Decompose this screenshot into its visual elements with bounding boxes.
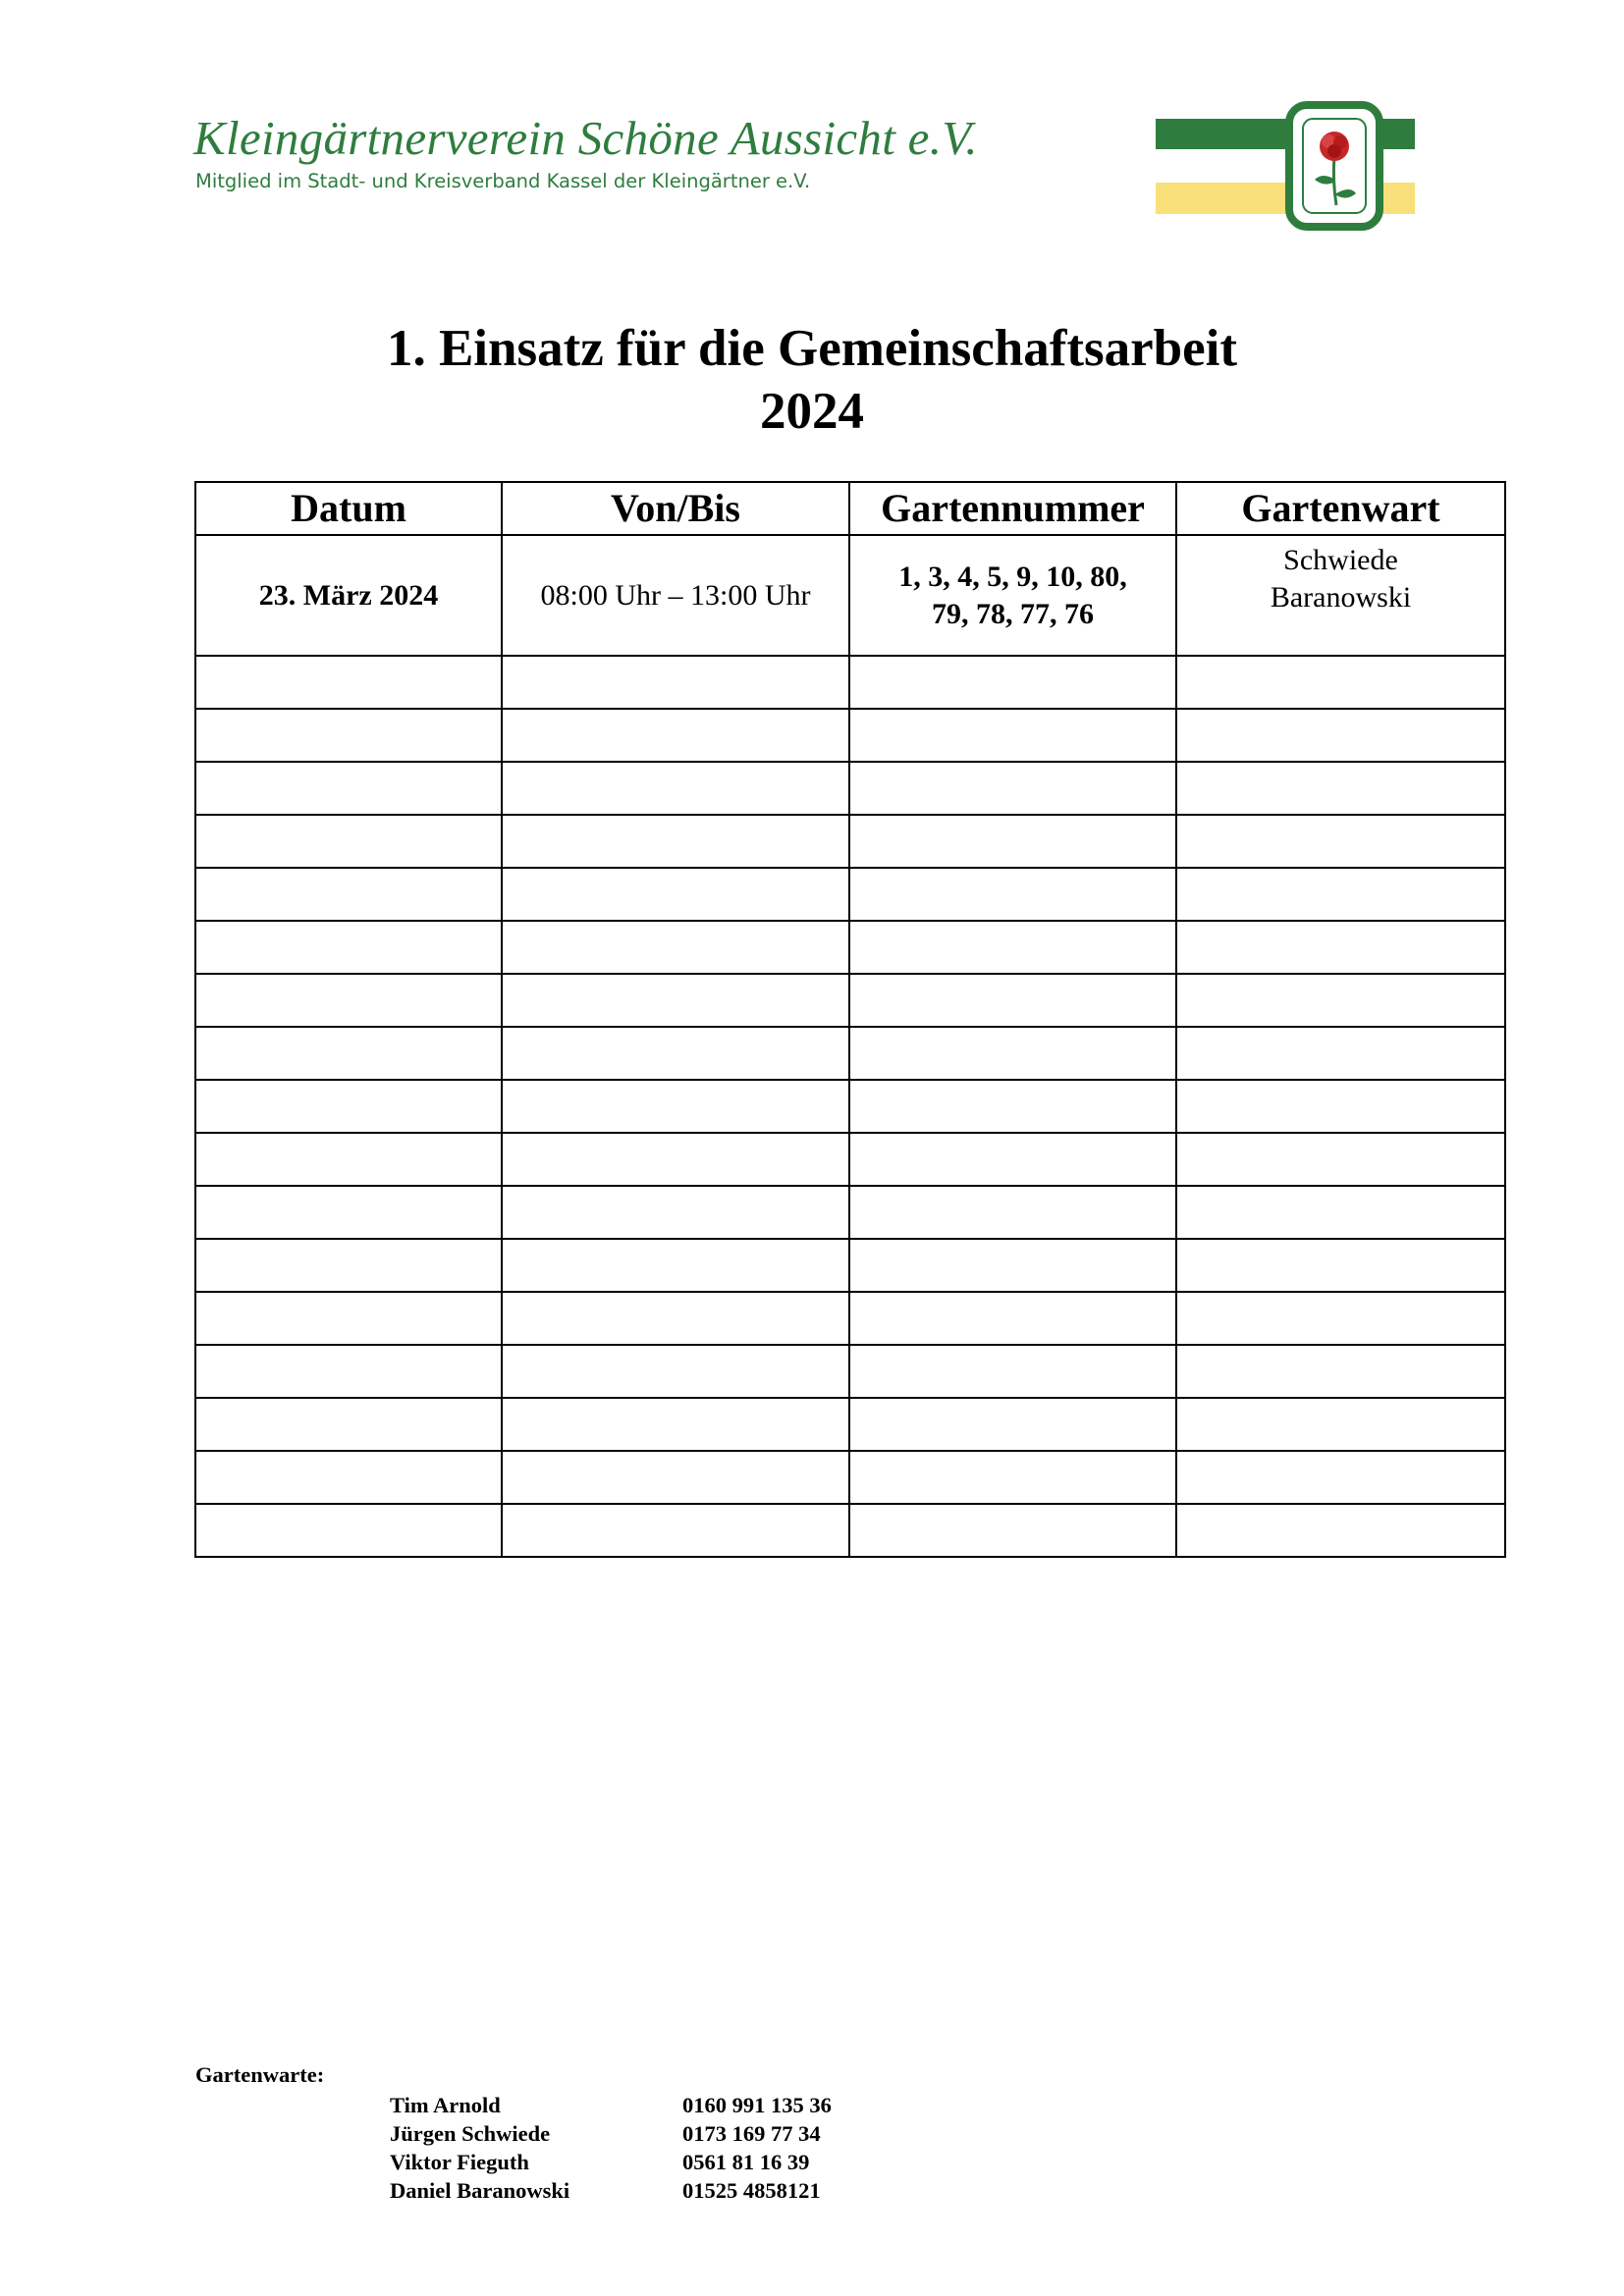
empty-cell xyxy=(195,815,502,868)
empty-cell xyxy=(1176,921,1505,974)
warden-name: Viktor Fieguth xyxy=(390,2150,529,2174)
empty-cell xyxy=(502,1133,849,1186)
empty-cell xyxy=(849,974,1176,1027)
empty-cell xyxy=(849,868,1176,921)
empty-cell xyxy=(849,1080,1176,1133)
empty-cell xyxy=(849,1451,1176,1504)
empty-cell xyxy=(502,815,849,868)
empty-cell xyxy=(502,1239,849,1292)
club-logo xyxy=(1156,101,1415,231)
empty-cell xyxy=(849,1292,1176,1345)
gardens-line-2: 79, 78, 77, 76 xyxy=(932,597,1094,630)
empty-cell xyxy=(849,1133,1176,1186)
header-datum: Datum xyxy=(195,482,502,535)
empty-cell xyxy=(849,815,1176,868)
table-row xyxy=(195,1080,1505,1133)
empty-cell xyxy=(502,1345,849,1398)
warden-name: Daniel Baranowski xyxy=(390,2178,570,2203)
table-row xyxy=(195,1345,1505,1398)
table-row xyxy=(195,1186,1505,1239)
empty-cell xyxy=(849,1239,1176,1292)
empty-cell xyxy=(502,868,849,921)
table-row xyxy=(195,1451,1505,1504)
empty-cell xyxy=(502,1292,849,1345)
empty-cell xyxy=(195,1186,502,1239)
wardens-label: Gartenwarte: xyxy=(195,2062,325,2087)
table-row xyxy=(195,868,1505,921)
cell-warden xyxy=(1176,535,1505,656)
table-row xyxy=(195,1504,1505,1557)
empty-cell xyxy=(1176,1292,1505,1345)
cell-time: 08:00 Uhr – 13:00 Uhr xyxy=(502,535,849,656)
header-gartennummer: Gartennummer xyxy=(849,482,1176,535)
title-line-2: 2024 xyxy=(760,383,864,440)
table-row xyxy=(195,1027,1505,1080)
empty-cell xyxy=(1176,1027,1505,1080)
table-row xyxy=(195,1133,1505,1186)
empty-cell xyxy=(1176,762,1505,815)
empty-cell xyxy=(849,656,1176,709)
empty-cell xyxy=(195,762,502,815)
empty-cell xyxy=(195,1080,502,1133)
empty-cell xyxy=(849,921,1176,974)
empty-cell xyxy=(502,762,849,815)
table-header-row xyxy=(195,482,1505,535)
table-row xyxy=(195,1398,1505,1451)
empty-cell xyxy=(1176,1451,1505,1504)
empty-cell xyxy=(502,974,849,1027)
table-row xyxy=(195,974,1505,1027)
warden-line-2: Baranowski xyxy=(1270,581,1412,614)
table-row xyxy=(195,709,1505,762)
empty-cell xyxy=(1176,1186,1505,1239)
empty-cell xyxy=(195,656,502,709)
empty-cell xyxy=(849,1504,1176,1557)
warden-entry xyxy=(390,2119,832,2148)
table-row xyxy=(195,921,1505,974)
warden-entry xyxy=(390,2148,832,2176)
warden-phone: 0160 991 135 36 xyxy=(682,2093,832,2117)
schedule-table xyxy=(194,481,1506,1558)
gardens-line-1: 1, 3, 4, 5, 9, 10, 80, xyxy=(898,560,1127,593)
empty-cell xyxy=(1176,1133,1505,1186)
warden-name: Jürgen Schwiede xyxy=(390,2121,551,2146)
empty-cell xyxy=(1176,868,1505,921)
table-row xyxy=(195,656,1505,709)
warden-entry xyxy=(390,2091,832,2119)
warden-name: Tim Arnold xyxy=(390,2093,501,2117)
table-row xyxy=(195,535,1505,656)
empty-cell xyxy=(195,868,502,921)
warden-phone: 0173 169 77 34 xyxy=(682,2121,821,2146)
table-row xyxy=(195,762,1505,815)
header-von-bis: Von/Bis xyxy=(502,482,849,535)
empty-cell xyxy=(195,921,502,974)
empty-cell xyxy=(502,1080,849,1133)
empty-cell xyxy=(502,656,849,709)
empty-cell xyxy=(1176,1080,1505,1133)
empty-cell xyxy=(195,1451,502,1504)
empty-cell xyxy=(195,1133,502,1186)
empty-cell xyxy=(849,1398,1176,1451)
empty-cell xyxy=(1176,656,1505,709)
empty-cell xyxy=(849,1027,1176,1080)
empty-cell xyxy=(195,1027,502,1080)
empty-cell xyxy=(502,921,849,974)
wardens-list xyxy=(390,2091,832,2205)
warden-phone: 01525 4858121 xyxy=(682,2178,821,2203)
empty-cell xyxy=(1176,1504,1505,1557)
empty-cell xyxy=(849,1186,1176,1239)
empty-cell xyxy=(502,1504,849,1557)
empty-cell xyxy=(1176,974,1505,1027)
warden-entry xyxy=(390,2176,832,2205)
page-title xyxy=(0,317,1624,443)
empty-cell xyxy=(195,709,502,762)
empty-cell xyxy=(195,1239,502,1292)
organization-name: Kleingärtnerverein Schöne Aussicht e.V. xyxy=(193,111,978,165)
warden-line-1: Schwiede xyxy=(1283,544,1398,576)
empty-cell xyxy=(195,1292,502,1345)
table-row xyxy=(195,815,1505,868)
empty-cell xyxy=(1176,1239,1505,1292)
empty-cell xyxy=(502,1027,849,1080)
header-gartenwart: Gartenwart xyxy=(1176,482,1505,535)
table-row xyxy=(195,1292,1505,1345)
empty-cell xyxy=(1176,815,1505,868)
empty-cell xyxy=(1176,709,1505,762)
empty-cell xyxy=(502,1451,849,1504)
empty-cell xyxy=(849,1345,1176,1398)
empty-cell xyxy=(195,1345,502,1398)
empty-cell xyxy=(1176,1398,1505,1451)
empty-cell xyxy=(195,974,502,1027)
cell-date: 23. März 2024 xyxy=(195,535,502,656)
title-line-1: 1. Einsatz für die Gemeinschaftsarbeit xyxy=(386,320,1238,377)
empty-cell xyxy=(502,709,849,762)
organization-subtitle: Mitglied im Stadt- und Kreisverband Kassel der Kleingärtner e.V. xyxy=(195,170,811,192)
warden-phone: 0561 81 16 39 xyxy=(682,2150,810,2174)
empty-cell xyxy=(195,1504,502,1557)
empty-cell xyxy=(502,1398,849,1451)
empty-cell xyxy=(502,1186,849,1239)
table-row xyxy=(195,1239,1505,1292)
empty-cell xyxy=(849,709,1176,762)
empty-cell xyxy=(195,1398,502,1451)
cell-gardens xyxy=(849,535,1176,656)
empty-cell xyxy=(1176,1345,1505,1398)
empty-cell xyxy=(849,762,1176,815)
